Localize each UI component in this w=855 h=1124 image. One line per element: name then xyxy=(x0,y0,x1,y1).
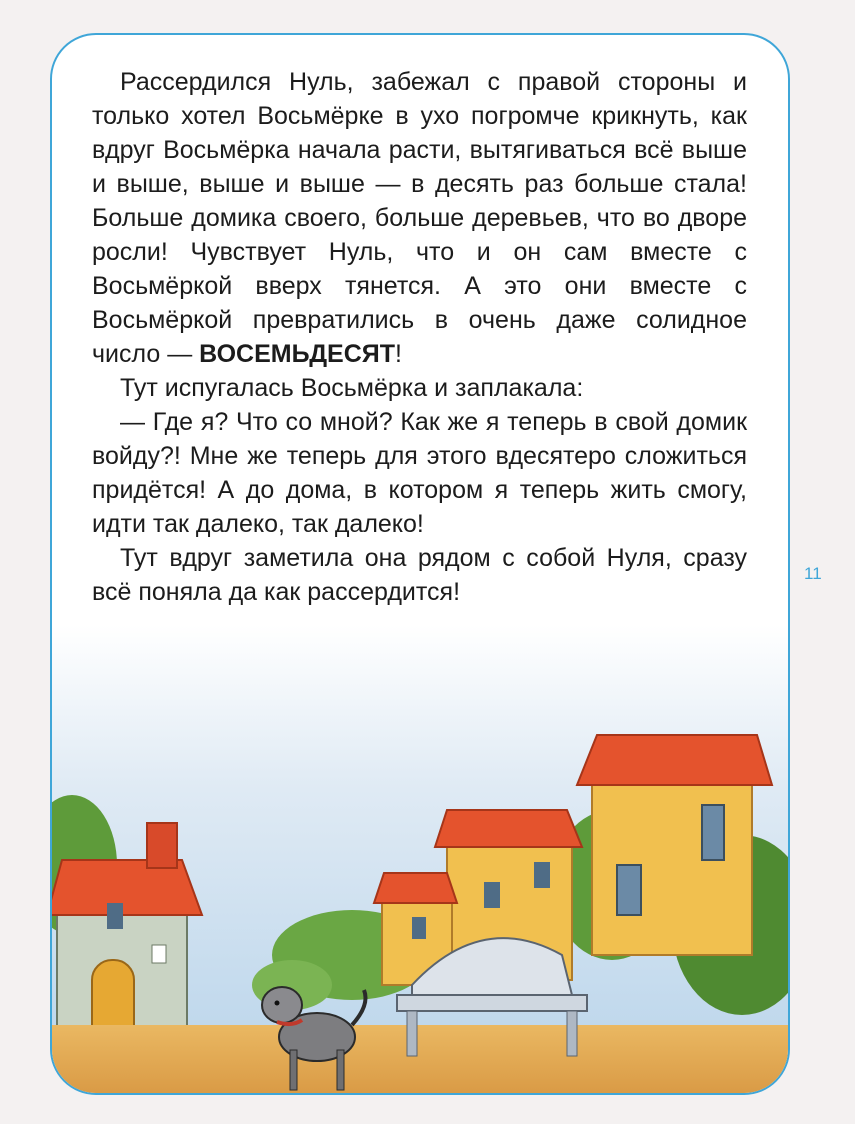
story-text xyxy=(92,65,747,609)
ground xyxy=(52,1025,788,1095)
paragraph-1-bold-number: ВОСЕМЬДЕСЯТ xyxy=(199,340,396,368)
paragraph-1-end: ! xyxy=(395,340,402,368)
paragraph-4: Тут вдруг заметила она рядом с собой Нуля, сразу всё поняла да как рассердится! xyxy=(92,544,747,606)
paragraph-1-text: Рассердился Нуль, забежал с правой стороны и только хотел Восьмёрке в ухо погромче крикнуть, как вдруг Восьмёрка начала расти, вытягиваться всё выше и выше, выше и выше — в десять раз больше стала! Больше домика своего, больше деревьев, что во дворе росли! Чувствует Нуль, что и он сам вместе с Восьмёркой вверх тянется. А это они вместе с Восьмёркой превратились в очень даже солидное число — xyxy=(92,68,747,368)
illustration xyxy=(52,625,788,1095)
paragraph-1 xyxy=(92,65,747,371)
paragraph-3: — Где я? Что со мной? Как же я теперь в свой домик войду?! Мне же теперь для этого вдесятеро сложиться придётся! А до дома, в котором я теперь жить смогу, идти так далеко, так далеко! xyxy=(92,408,747,538)
page-frame xyxy=(50,33,790,1095)
page-number: 11 xyxy=(804,564,822,583)
paragraph-2: Тут испугалась Восьмёрка и заплакала: xyxy=(120,374,584,402)
